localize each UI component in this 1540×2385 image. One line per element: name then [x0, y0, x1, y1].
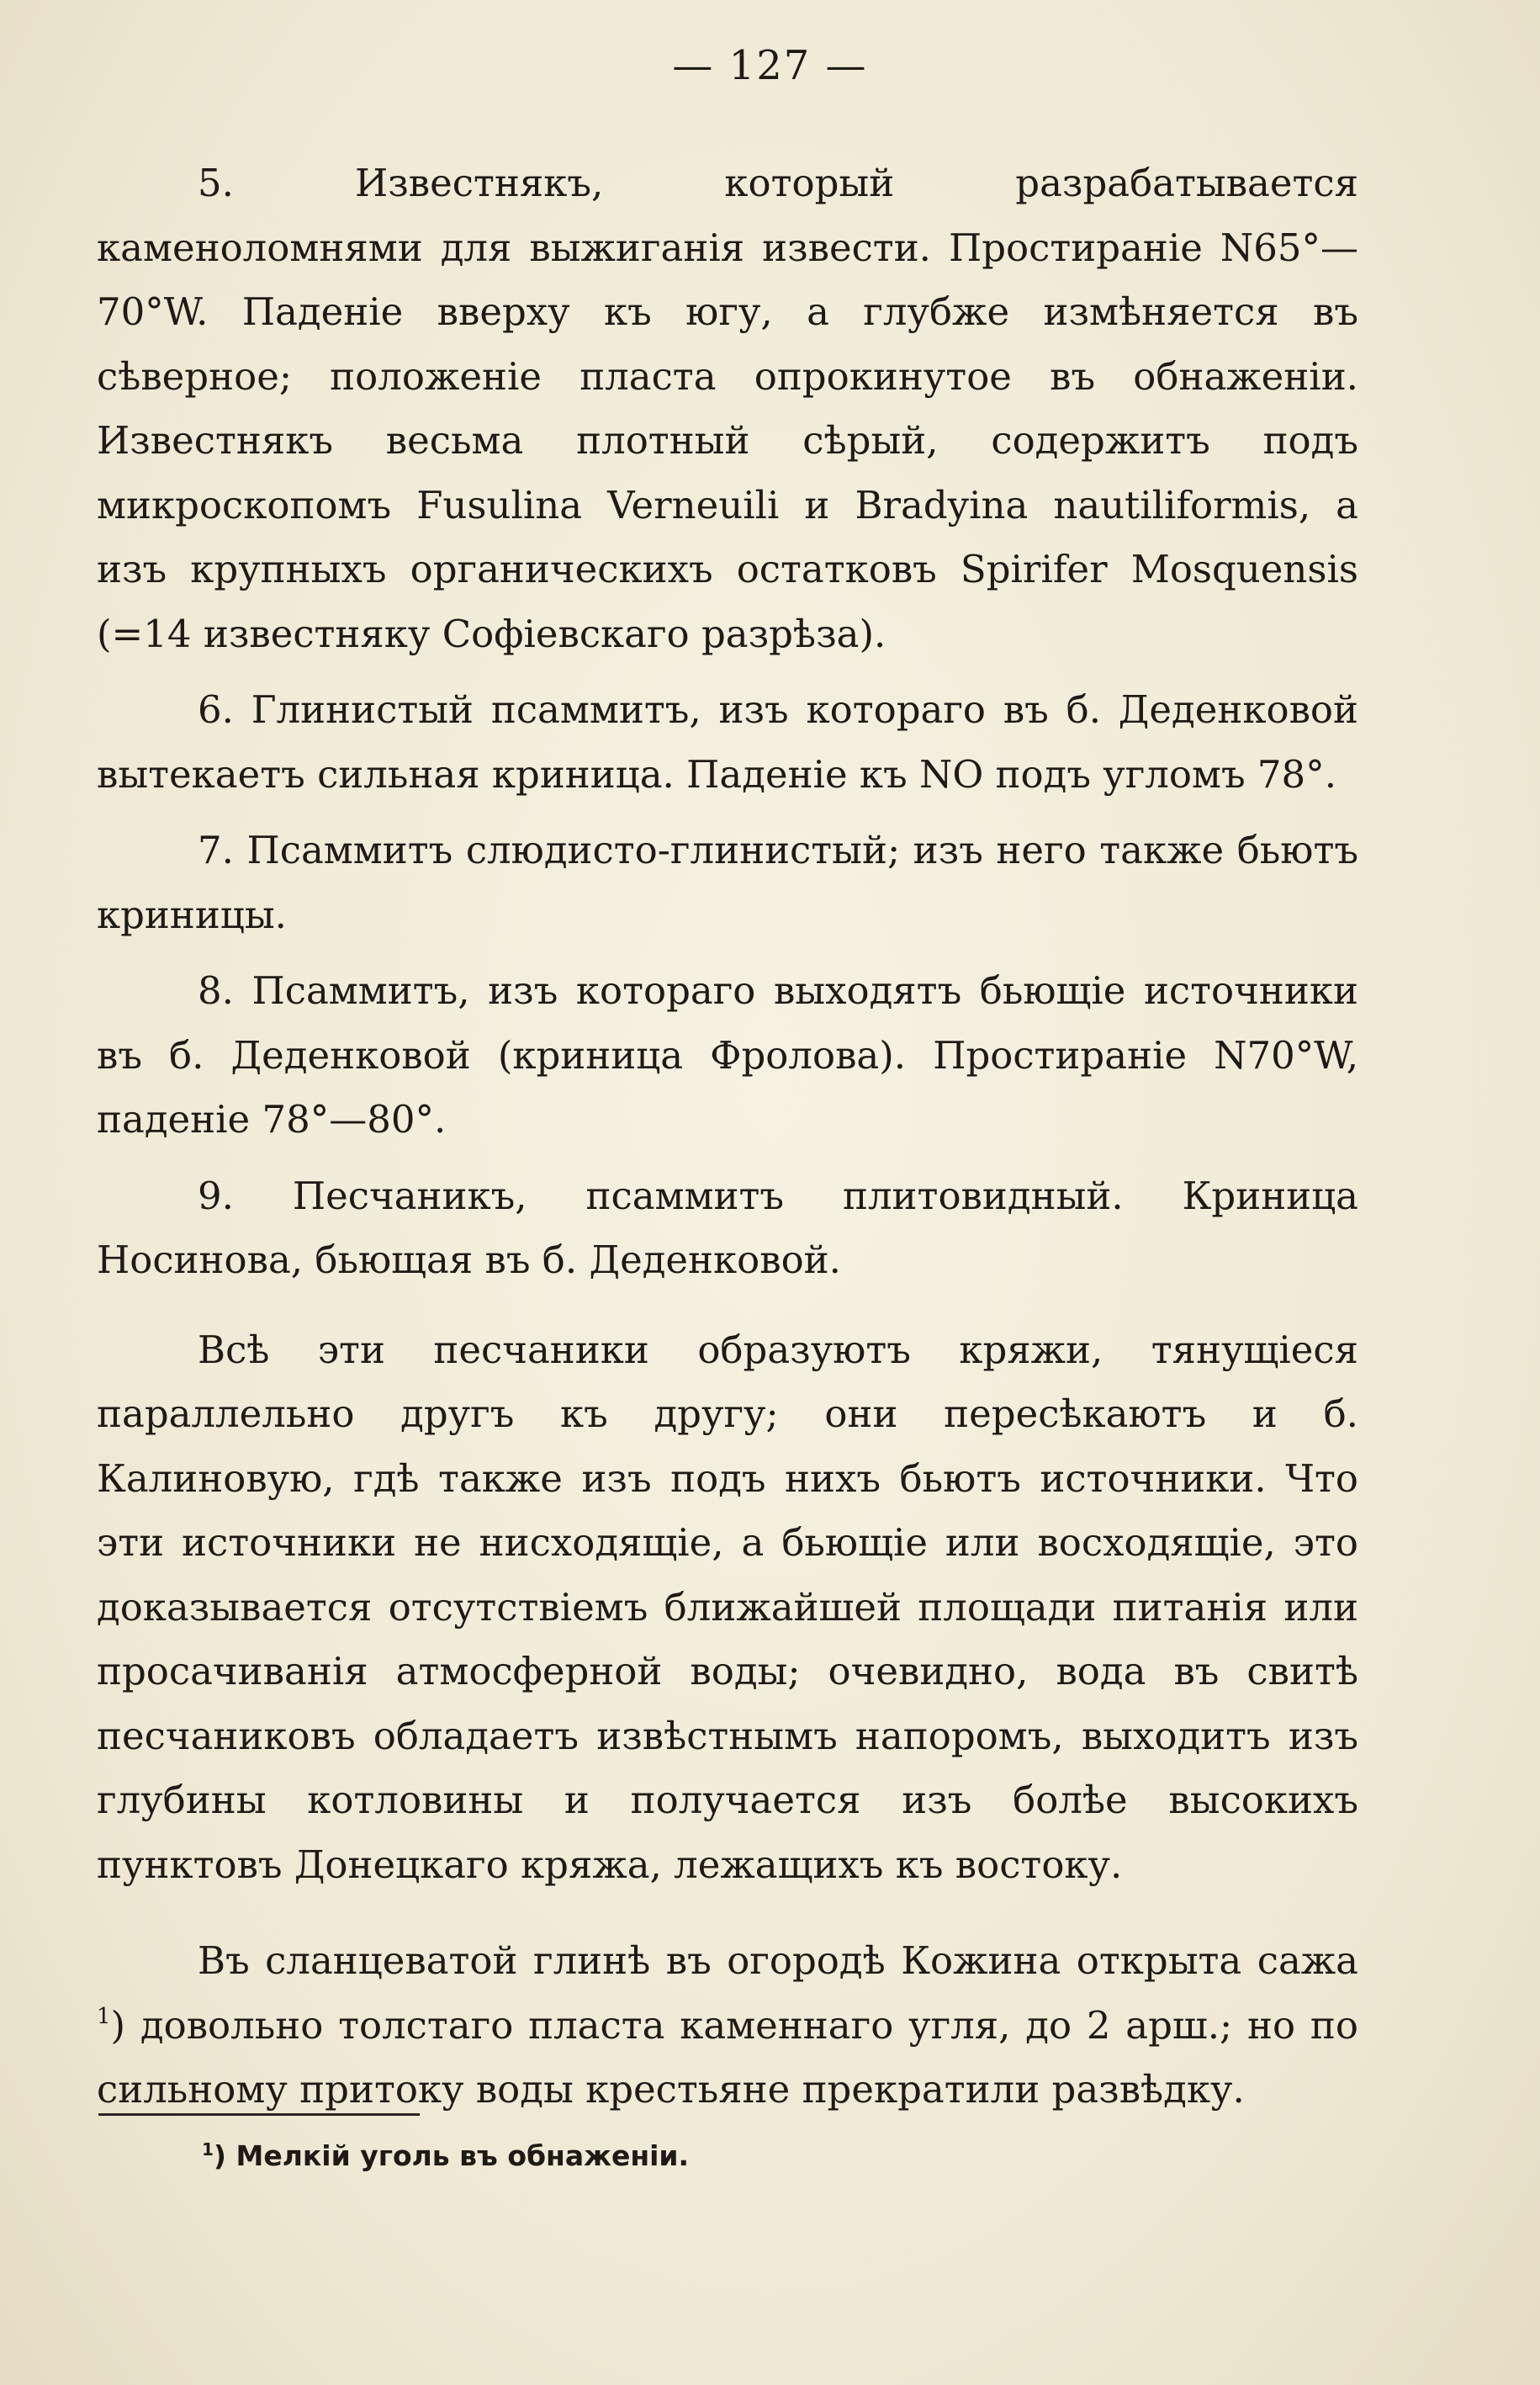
item-number: 9.: [198, 1173, 234, 1218]
item-text: Известнякъ, который разрабатывается каменоломнями для выжиганія извести. Простираніе N65°—70°W. Паденіе вверху къ югу, а глубже измѣняется въ сѣверное; положеніе пласта опрокинутое въ обнаженіи. Известнякъ весьма плотный сѣрый, содержитъ подъ микроскопомъ Fusulina Verneuili и Bradyina nautiliformis, а изъ крупныхъ органическихъ остатковъ Spirifer Mosquensis (=14 известняку Софіевскаго разрѣза).: [97, 161, 1358, 656]
list-item-7: [97, 819, 1358, 947]
list-item-5: [97, 151, 1358, 666]
page-number: — 127 —: [672, 42, 868, 89]
footnote-text: ) Мелкій уголь въ обнаженіи.: [213, 2139, 690, 2172]
list-item-9: [97, 1164, 1358, 1293]
footnote-divider: [98, 2113, 420, 2116]
paragraph-coal-after: ) довольно толстаго пласта каменнаго угля, до 2 арш.; но по сильному притоку воды крестьяне прекратили развѣдку.: [97, 2002, 1358, 2112]
footnote-marker: 1: [202, 2139, 214, 2160]
item-number: 7.: [198, 828, 234, 872]
item-number: 5.: [198, 161, 234, 205]
list-item-6: [97, 678, 1358, 807]
list-item-8: [97, 959, 1358, 1153]
main-text: [97, 151, 1358, 2123]
item-number: 6.: [198, 687, 234, 732]
paragraph-coal: [97, 1929, 1358, 2123]
footnote-ref: 1: [97, 2003, 111, 2029]
item-text: Глинистый псаммитъ, изъ котораго въ б. Деденковой вытекаетъ сильная криница. Паденіе къ NO подъ угломъ 78°.: [97, 687, 1358, 797]
footnote: [202, 2137, 689, 2176]
paragraph-coal-before: Въ сланцеватой глинѣ въ огородѣ Кожина открыта сажа: [198, 1938, 1358, 1983]
item-text: Песчаникъ, псаммитъ плитовидный. Криница Носинова, бьющая въ б. Деденковой.: [97, 1173, 1358, 1282]
paragraph-sandstones: Всѣ эти песчаники образуютъ кряжи, тянущіеся параллельно другъ къ другу; они пересѣкаютъ и б. Калиновую, гдѣ также изъ подъ нихъ бьютъ источники. Что эти источники не нисходящіе, а бьющіе или восходящіе, это доказывается отсутствіемъ ближайшей площади питанія или просачиванія атмосферной воды; очевидно, вода въ свитѣ песчаниковъ обладаетъ извѣстнымъ напоромъ, выходитъ изъ глубины котловины и получается изъ болѣе высокихъ пунктовъ Донецкаго кряжа, лежащихъ къ востоку.: [97, 1327, 1358, 1887]
item-text: Псаммитъ слюдисто-глинистый; изъ него также бьютъ криницы.: [97, 828, 1358, 937]
item-number: 8.: [198, 968, 234, 1013]
item-text: Псаммитъ, изъ котораго выходятъ бьющіе источники въ б. Деденковой (криница Фролова). Простираніе N70°W, паденіе 78°—80°.: [97, 968, 1358, 1142]
